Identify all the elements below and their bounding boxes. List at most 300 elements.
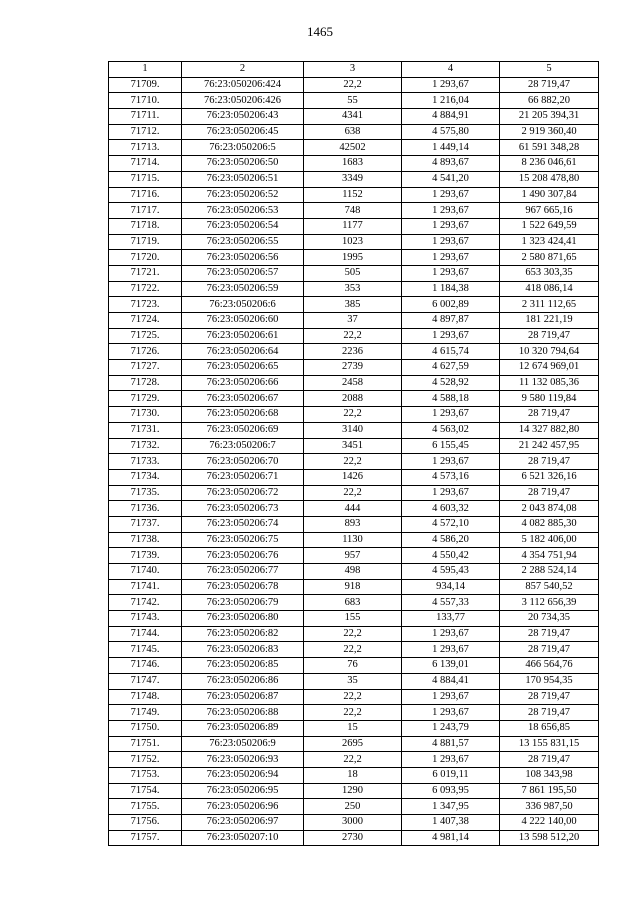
table-cell: 28 719,47	[500, 485, 599, 501]
table-cell: 353	[304, 281, 402, 297]
column-header: 2	[182, 62, 304, 78]
table-cell: 71726.	[109, 344, 182, 360]
table-cell: 4 541,20	[402, 171, 500, 187]
table-cell: 71728.	[109, 375, 182, 391]
table-cell: 4 981,14	[402, 830, 500, 846]
table-cell: 3 112 656,39	[500, 595, 599, 611]
table-row	[109, 171, 599, 187]
table-cell: 4 893,67	[402, 156, 500, 172]
table-cell: 76:23:050206:43	[182, 109, 304, 125]
table-cell: 2088	[304, 391, 402, 407]
table-cell: 28 719,47	[500, 77, 599, 93]
table-cell: 61 591 348,28	[500, 140, 599, 156]
table-cell: 76:23:050206:424	[182, 77, 304, 93]
table-row	[109, 705, 599, 721]
table-cell: 1 293,67	[402, 485, 500, 501]
table-cell: 76:23:050206:79	[182, 595, 304, 611]
table-cell: 6 155,45	[402, 438, 500, 454]
table-row	[109, 799, 599, 815]
table-cell: 71712.	[109, 124, 182, 140]
table-cell: 7 861 195,50	[500, 783, 599, 799]
table-cell: 71752.	[109, 752, 182, 768]
table-cell: 21 242 457,95	[500, 438, 599, 454]
table-cell: 71715.	[109, 171, 182, 187]
table-row	[109, 156, 599, 172]
table-cell: 22,2	[304, 689, 402, 705]
table-cell: 71739.	[109, 548, 182, 564]
table-row	[109, 579, 599, 595]
table-cell: 71750.	[109, 720, 182, 736]
table-cell: 22,2	[304, 485, 402, 501]
table-cell: 4 573,16	[402, 469, 500, 485]
table-cell: 76:23:050206:50	[182, 156, 304, 172]
table-cell: 4 588,18	[402, 391, 500, 407]
table-cell: 2739	[304, 360, 402, 376]
table-header-row	[109, 62, 599, 78]
table-row	[109, 234, 599, 250]
table-row	[109, 140, 599, 156]
table-cell: 76:23:050206:85	[182, 658, 304, 674]
table-cell: 76:23:050206:72	[182, 485, 304, 501]
table-row	[109, 595, 599, 611]
table-cell: 498	[304, 564, 402, 580]
table-cell: 71733.	[109, 454, 182, 470]
table-cell: 22,2	[304, 642, 402, 658]
table-cell: 76:23:050206:51	[182, 171, 304, 187]
column-header: 1	[109, 62, 182, 78]
table-cell: 4 627,59	[402, 360, 500, 376]
table-row	[109, 501, 599, 517]
table-cell: 22,2	[304, 454, 402, 470]
table-cell: 181 221,19	[500, 313, 599, 329]
table-cell: 2236	[304, 344, 402, 360]
table-cell: 71740.	[109, 564, 182, 580]
table-row	[109, 422, 599, 438]
table-cell: 1 323 424,41	[500, 234, 599, 250]
table-cell: 76	[304, 658, 402, 674]
table-cell: 4 575,80	[402, 124, 500, 140]
table-cell: 71709.	[109, 77, 182, 93]
table-cell: 76:23:050206:83	[182, 642, 304, 658]
table-cell: 76:23:050206:87	[182, 689, 304, 705]
table-cell: 1 243,79	[402, 720, 500, 736]
table-cell: 35	[304, 673, 402, 689]
table-cell: 4 354 751,94	[500, 548, 599, 564]
table-row	[109, 203, 599, 219]
table-cell: 418 086,14	[500, 281, 599, 297]
table-cell: 22,2	[304, 752, 402, 768]
table-cell: 18	[304, 767, 402, 783]
table-cell: 2 043 874,08	[500, 501, 599, 517]
table-cell: 1 293,67	[402, 187, 500, 203]
table-cell: 1683	[304, 156, 402, 172]
table-cell: 71717.	[109, 203, 182, 219]
table-cell: 12 674 969,01	[500, 360, 599, 376]
table-cell: 71710.	[109, 93, 182, 109]
table-cell: 1023	[304, 234, 402, 250]
table-cell: 28 719,47	[500, 689, 599, 705]
table-cell: 76:23:050206:71	[182, 469, 304, 485]
table-row	[109, 767, 599, 783]
table-cell: 1 293,67	[402, 642, 500, 658]
table-cell: 1 449,14	[402, 140, 500, 156]
table-cell: 76:23:050206:57	[182, 265, 304, 281]
table-row	[109, 783, 599, 799]
table-row	[109, 438, 599, 454]
table-cell: 76:23:050206:95	[182, 783, 304, 799]
table-cell: 638	[304, 124, 402, 140]
table-row	[109, 815, 599, 831]
table-row	[109, 548, 599, 564]
table-cell: 22,2	[304, 407, 402, 423]
table-cell: 133,77	[402, 611, 500, 627]
table-cell: 66 882,20	[500, 93, 599, 109]
table-cell: 1 293,67	[402, 705, 500, 721]
table-cell: 76:23:050206:77	[182, 564, 304, 580]
table-cell: 918	[304, 579, 402, 595]
table-cell: 71711.	[109, 109, 182, 125]
table-cell: 893	[304, 516, 402, 532]
table-cell: 1 293,67	[402, 689, 500, 705]
table-cell: 71757.	[109, 830, 182, 846]
table-cell: 170 954,35	[500, 673, 599, 689]
table-row	[109, 281, 599, 297]
table-cell: 505	[304, 265, 402, 281]
table-row	[109, 516, 599, 532]
table-cell: 466 564,76	[500, 658, 599, 674]
table-cell: 71756.	[109, 815, 182, 831]
table-cell: 76:23:050206:88	[182, 705, 304, 721]
table-cell: 6 093,95	[402, 783, 500, 799]
table-cell: 71736.	[109, 501, 182, 517]
table-cell: 76:23:050206:66	[182, 375, 304, 391]
table-cell: 71735.	[109, 485, 182, 501]
table-cell: 2695	[304, 736, 402, 752]
table-cell: 20 734,35	[500, 611, 599, 627]
table-cell: 4 563,02	[402, 422, 500, 438]
table-row	[109, 485, 599, 501]
table-cell: 18 656,85	[500, 720, 599, 736]
table-row	[109, 344, 599, 360]
table-cell: 1 347,95	[402, 799, 500, 815]
table-cell: 76:23:050206:86	[182, 673, 304, 689]
table-cell: 71751.	[109, 736, 182, 752]
table-cell: 76:23:050206:45	[182, 124, 304, 140]
table-cell: 4 595,43	[402, 564, 500, 580]
table-cell: 28 719,47	[500, 642, 599, 658]
table-row	[109, 360, 599, 376]
table-cell: 2730	[304, 830, 402, 846]
table-cell: 28 719,47	[500, 454, 599, 470]
data-table	[108, 61, 599, 846]
table-cell: 76:23:050206:70	[182, 454, 304, 470]
table-cell: 76:23:050206:9	[182, 736, 304, 752]
table-cell: 22,2	[304, 77, 402, 93]
table-cell: 71724.	[109, 313, 182, 329]
table-cell: 71743.	[109, 611, 182, 627]
table-cell: 28 719,47	[500, 626, 599, 642]
table-cell: 4 615,74	[402, 344, 500, 360]
table-cell: 71753.	[109, 767, 182, 783]
table-cell: 71725.	[109, 328, 182, 344]
table-row	[109, 611, 599, 627]
table-cell: 71747.	[109, 673, 182, 689]
table-cell: 76:23:050206:5	[182, 140, 304, 156]
table-cell: 683	[304, 595, 402, 611]
table-cell: 108 343,98	[500, 767, 599, 783]
table-cell: 1 490 307,84	[500, 187, 599, 203]
table-cell: 42502	[304, 140, 402, 156]
table-cell: 4 884,41	[402, 673, 500, 689]
table-cell: 71734.	[109, 469, 182, 485]
table-cell: 4 897,87	[402, 313, 500, 329]
table-cell: 76:23:050206:80	[182, 611, 304, 627]
table-row	[109, 720, 599, 736]
table-row	[109, 187, 599, 203]
table-cell: 71722.	[109, 281, 182, 297]
table-row	[109, 830, 599, 846]
table-row	[109, 375, 599, 391]
table-cell: 76:23:050206:65	[182, 360, 304, 376]
table-cell: 1152	[304, 187, 402, 203]
table-cell: 76:23:050206:59	[182, 281, 304, 297]
table-cell: 748	[304, 203, 402, 219]
table-cell: 1 293,67	[402, 250, 500, 266]
table-cell: 1 293,67	[402, 218, 500, 234]
table-cell: 2458	[304, 375, 402, 391]
table-cell: 28 719,47	[500, 407, 599, 423]
table-cell: 76:23:050206:78	[182, 579, 304, 595]
table-cell: 76:23:050206:54	[182, 218, 304, 234]
table-row	[109, 658, 599, 674]
table-cell: 76:23:050206:94	[182, 767, 304, 783]
table-cell: 76:23:050206:69	[182, 422, 304, 438]
table-row	[109, 297, 599, 313]
table-cell: 71748.	[109, 689, 182, 705]
table-row	[109, 689, 599, 705]
table-cell: 3451	[304, 438, 402, 454]
table-cell: 28 719,47	[500, 328, 599, 344]
table-cell: 76:23:050206:97	[182, 815, 304, 831]
table-row	[109, 752, 599, 768]
table-row	[109, 265, 599, 281]
table-cell: 76:23:050207:10	[182, 830, 304, 846]
table-cell: 1 407,38	[402, 815, 500, 831]
table-cell: 71755.	[109, 799, 182, 815]
table-row	[109, 77, 599, 93]
table-cell: 71754.	[109, 783, 182, 799]
table-cell: 1 293,67	[402, 203, 500, 219]
table-cell: 71737.	[109, 516, 182, 532]
table-cell: 1130	[304, 532, 402, 548]
table-cell: 76:23:050206:96	[182, 799, 304, 815]
table-cell: 857 540,52	[500, 579, 599, 595]
table-cell: 71741.	[109, 579, 182, 595]
table-cell: 22,2	[304, 328, 402, 344]
table-cell: 71746.	[109, 658, 182, 674]
table-cell: 13 155 831,15	[500, 736, 599, 752]
table-cell: 6 002,89	[402, 297, 500, 313]
table-cell: 76:23:050206:93	[182, 752, 304, 768]
table-cell: 6 019,11	[402, 767, 500, 783]
table-cell: 250	[304, 799, 402, 815]
table-cell: 2 919 360,40	[500, 124, 599, 140]
table-row	[109, 626, 599, 642]
table-cell: 14 327 882,80	[500, 422, 599, 438]
table-cell: 76:23:050206:82	[182, 626, 304, 642]
table-cell: 1290	[304, 783, 402, 799]
table-row	[109, 124, 599, 140]
table-cell: 76:23:050206:55	[182, 234, 304, 250]
table-row	[109, 673, 599, 689]
table-row	[109, 532, 599, 548]
table-cell: 4 550,42	[402, 548, 500, 564]
table-cell: 1 293,67	[402, 407, 500, 423]
table-cell: 71729.	[109, 391, 182, 407]
table-cell: 1426	[304, 469, 402, 485]
table-cell: 76:23:050206:6	[182, 297, 304, 313]
table-row	[109, 391, 599, 407]
table-cell: 6 139,01	[402, 658, 500, 674]
table-cell: 1 293,67	[402, 454, 500, 470]
table-cell: 76:23:050206:68	[182, 407, 304, 423]
table-cell: 444	[304, 501, 402, 517]
table-cell: 71718.	[109, 218, 182, 234]
table-cell: 11 132 085,36	[500, 375, 599, 391]
table-cell: 37	[304, 313, 402, 329]
table-row	[109, 564, 599, 580]
table-cell: 9 580 119,84	[500, 391, 599, 407]
table-cell: 934,14	[402, 579, 500, 595]
table-cell: 10 320 794,64	[500, 344, 599, 360]
table-cell: 4 557,33	[402, 595, 500, 611]
table-cell: 22,2	[304, 626, 402, 642]
table-cell: 71742.	[109, 595, 182, 611]
table-cell: 4 586,20	[402, 532, 500, 548]
table-cell: 1177	[304, 218, 402, 234]
table-cell: 1 293,67	[402, 752, 500, 768]
table-cell: 8 236 046,61	[500, 156, 599, 172]
column-header: 3	[304, 62, 402, 78]
table-cell: 1 184,38	[402, 281, 500, 297]
table-cell: 4 881,57	[402, 736, 500, 752]
table-cell: 6 521 326,16	[500, 469, 599, 485]
table-cell: 76:23:050206:73	[182, 501, 304, 517]
table-cell: 13 598 512,20	[500, 830, 599, 846]
table-cell: 76:23:050206:52	[182, 187, 304, 203]
table-cell: 653 303,35	[500, 265, 599, 281]
table-row	[109, 454, 599, 470]
table-cell: 3349	[304, 171, 402, 187]
table-cell: 5 182 406,00	[500, 532, 599, 548]
table-cell: 71738.	[109, 532, 182, 548]
table-cell: 71727.	[109, 360, 182, 376]
table-row	[109, 93, 599, 109]
table-body	[109, 77, 599, 846]
table-cell: 1 522 649,59	[500, 218, 599, 234]
page-number: 1465	[307, 24, 333, 39]
table-cell: 76:23:050206:426	[182, 93, 304, 109]
table-cell: 71745.	[109, 642, 182, 658]
table-row	[109, 109, 599, 125]
table-cell: 385	[304, 297, 402, 313]
table-cell: 71723.	[109, 297, 182, 313]
table-cell: 28 719,47	[500, 752, 599, 768]
table-cell: 4341	[304, 109, 402, 125]
table-cell: 1995	[304, 250, 402, 266]
table-cell: 1 293,67	[402, 328, 500, 344]
table-cell: 2 311 112,65	[500, 297, 599, 313]
table-cell: 71730.	[109, 407, 182, 423]
table-cell: 2 580 871,65	[500, 250, 599, 266]
table-cell: 71744.	[109, 626, 182, 642]
table-cell: 3140	[304, 422, 402, 438]
table-cell: 155	[304, 611, 402, 627]
table-cell: 1 293,67	[402, 77, 500, 93]
table-cell: 76:23:050206:7	[182, 438, 304, 454]
column-header: 5	[500, 62, 599, 78]
table-row	[109, 469, 599, 485]
table-row	[109, 407, 599, 423]
table-cell: 76:23:050206:74	[182, 516, 304, 532]
table-cell: 71719.	[109, 234, 182, 250]
table-row	[109, 218, 599, 234]
table-cell: 55	[304, 93, 402, 109]
table-cell: 22,2	[304, 705, 402, 721]
table-cell: 71714.	[109, 156, 182, 172]
table-cell: 1 216,04	[402, 93, 500, 109]
table-cell: 71716.	[109, 187, 182, 203]
table-row	[109, 642, 599, 658]
table-cell: 76:23:050206:64	[182, 344, 304, 360]
table-cell: 336 987,50	[500, 799, 599, 815]
table-cell: 76:23:050206:60	[182, 313, 304, 329]
table-cell: 1 293,67	[402, 234, 500, 250]
table-cell: 967 665,16	[500, 203, 599, 219]
table-row	[109, 313, 599, 329]
table-cell: 4 528,92	[402, 375, 500, 391]
table-row	[109, 328, 599, 344]
table-row	[109, 736, 599, 752]
table-cell: 71720.	[109, 250, 182, 266]
table-cell: 71732.	[109, 438, 182, 454]
table-cell: 2 288 524,14	[500, 564, 599, 580]
table-cell: 15	[304, 720, 402, 736]
table-cell: 76:23:050206:76	[182, 548, 304, 564]
table-cell: 4 082 885,30	[500, 516, 599, 532]
table-cell: 15 208 478,80	[500, 171, 599, 187]
table-cell: 3000	[304, 815, 402, 831]
table-cell: 71731.	[109, 422, 182, 438]
table-cell: 76:23:050206:75	[182, 532, 304, 548]
table-cell: 76:23:050206:67	[182, 391, 304, 407]
table-cell: 71713.	[109, 140, 182, 156]
table-cell: 76:23:050206:53	[182, 203, 304, 219]
table-cell: 76:23:050206:89	[182, 720, 304, 736]
table-cell: 21 205 394,31	[500, 109, 599, 125]
table-cell: 1 293,67	[402, 626, 500, 642]
column-header: 4	[402, 62, 500, 78]
table-cell: 4 572,10	[402, 516, 500, 532]
table-cell: 76:23:050206:61	[182, 328, 304, 344]
table-cell: 76:23:050206:56	[182, 250, 304, 266]
table-cell: 4 884,91	[402, 109, 500, 125]
table-cell: 71749.	[109, 705, 182, 721]
table-cell: 28 719,47	[500, 705, 599, 721]
table-cell: 957	[304, 548, 402, 564]
table-row	[109, 250, 599, 266]
table-cell: 4 603,32	[402, 501, 500, 517]
